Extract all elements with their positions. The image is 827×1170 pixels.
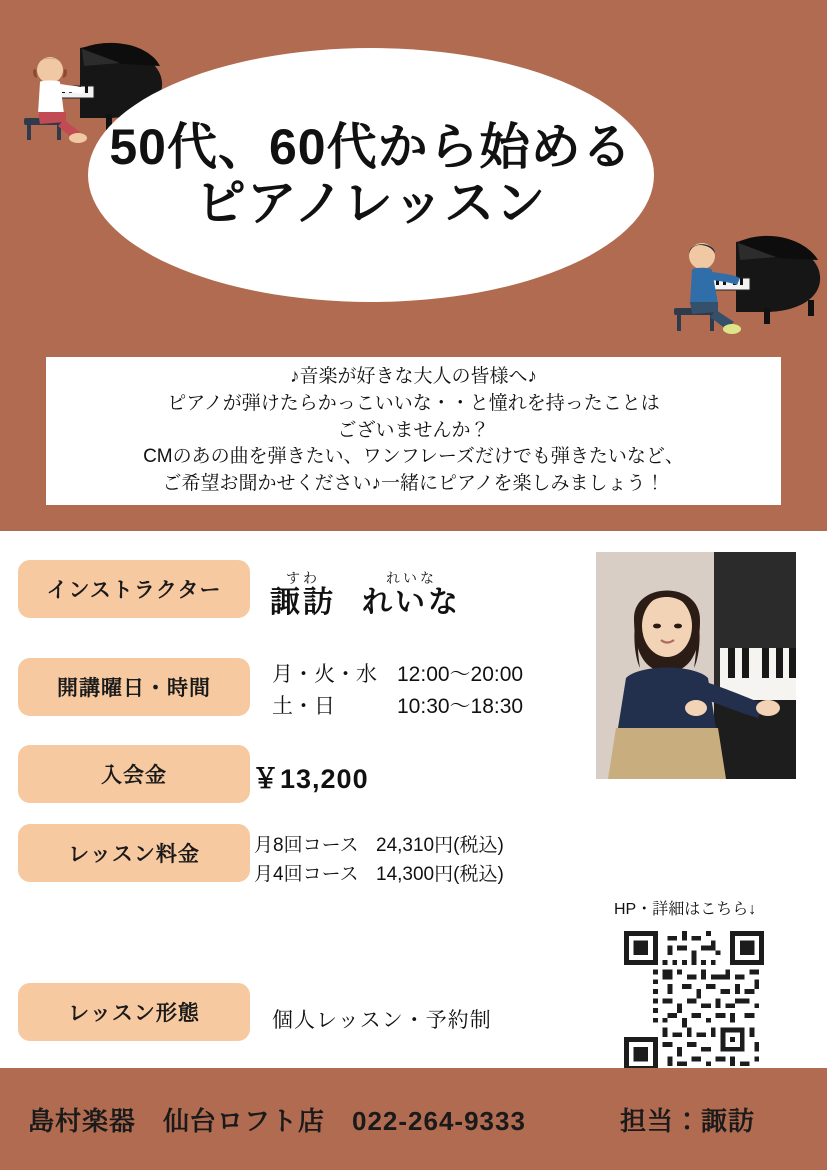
footer-band [0, 1068, 827, 1170]
lesson-amount: 24,310円(税込) [376, 835, 504, 856]
label-schedule: 開講曜日・時間 [18, 658, 250, 716]
schedule-values [272, 659, 577, 722]
instructor-family-ruby: すわ [286, 570, 320, 586]
lesson-course: 月4回コース [254, 864, 359, 886]
schedule-time: 12:00〜20:00 [397, 663, 524, 686]
schedule-row [272, 691, 577, 723]
header-band [0, 0, 827, 531]
label-lesson-fee: レッスン料金 [18, 824, 250, 882]
instructor-given-name: れいな [362, 586, 461, 620]
lesson-fee-row [254, 831, 576, 860]
title-line-2: ピアノレッスン [195, 175, 547, 231]
label-lesson-style: レッスン形態 [18, 983, 250, 1041]
lesson-style-value: 個人レッスン・予約制 [272, 1009, 492, 1032]
schedule-days: 土・日 [272, 694, 335, 718]
instructor-name [270, 571, 487, 621]
instructor-family-name: 諏訪 [270, 586, 336, 620]
footer-staff-info: 担当：諏訪 [620, 1105, 756, 1136]
schedule-row [272, 659, 577, 691]
lead-line-4: CMのあの曲を弾きたい、ワンフレーズだけでも弾きたいなど、 [143, 446, 684, 468]
instructor-given-ruby: れいな [386, 570, 437, 586]
footer-shop-info: 島村楽器 仙台ロフト店 022-264-9333 [28, 1105, 526, 1136]
admission-fee-value: ￥13,200 [252, 764, 369, 794]
schedule-days: 月・火・水 [272, 663, 377, 686]
lead-line-3: ございませんか？ [337, 419, 490, 441]
lesson-fee-values [254, 831, 576, 890]
details-section [0, 531, 827, 1068]
hp-note: HP・詳細はこちら↓ [614, 901, 757, 918]
lesson-amount: 14,300円(税込) [376, 864, 504, 886]
lesson-course: 月8回コース [254, 835, 359, 856]
instructor-photo [596, 552, 796, 779]
schedule-time: 10:30〜18:30 [397, 694, 524, 718]
lesson-fee-row [254, 860, 576, 889]
title-oval [88, 48, 654, 302]
title-line-1: 50代、60代から始める [109, 119, 633, 175]
label-admission-fee: 入会金 [18, 745, 250, 803]
lead-line-2: ピアノが弾けたらかっこいいな・・と憧れを持ったことは [167, 392, 660, 414]
lead-line-1: ♪音楽が好きな大人の皆様へ♪ [289, 365, 537, 387]
lead-text-box [46, 357, 781, 505]
label-instructor: インストラクター [18, 560, 250, 618]
lead-line-5: ご希望お聞かせください♪一緒にピアノを楽しみましょう！ [162, 473, 665, 495]
qr-code[interactable] [624, 931, 764, 1071]
pianist-right-illustration [640, 212, 825, 340]
